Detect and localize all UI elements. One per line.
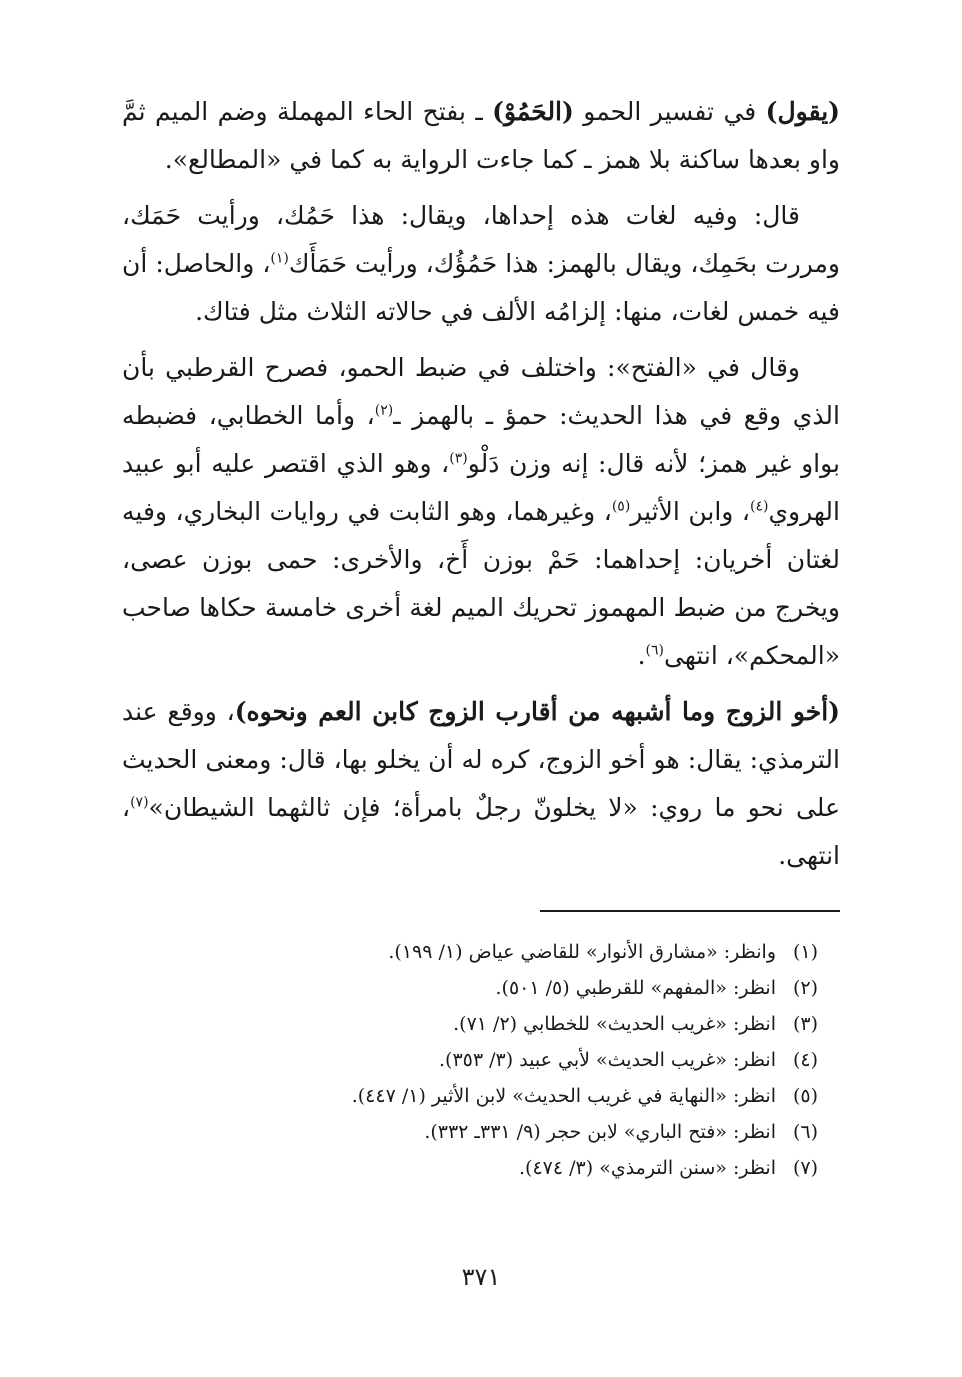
text-run: ، وهو الذي اقتصر عليه أبو عبيد الهروي <box>122 449 840 526</box>
footnote-text: انظر: «فتح الباري» لابن حجر (٩/ ٣٣١ـ ٣٣٢). <box>424 1121 776 1143</box>
text-run: قال: وفيه لغات هذه إحداها، ويقال: هذا حَمُك، ورأيت حَمَك، ومررت بحَمِك، ويقال بالهمز: هذا حَمُؤُك، ورأيت حَمَأَك <box>122 201 840 278</box>
bold-text: (يقول) <box>765 97 841 126</box>
footnote-text: انظر: «المفهم» للقرطبي (٥/ ٥٠١). <box>495 977 776 999</box>
paragraph <box>122 344 840 680</box>
footnote <box>122 1150 818 1186</box>
footnote-ref: (٧) <box>130 794 149 811</box>
text-run: ، وغيرهما، وهو الثابت في روايات البخاري، وفيه لغتان أخريان: إحداهما: حَمْ بوزن أَخ، والأخرى: حمى بوزن عصى، ويخرج من ضبط المهموز تحريك الميم لغة أخرى خامسة حكاها صاحب «المحكم»، انتهى <box>122 497 840 670</box>
text-run: ، والحاصل: أن فيه خمس لغات، منها: إلزامُه الألف في حالاته الثلاث مثل فتاك. <box>122 249 840 326</box>
text-run: ـ بفتح الحاء المهملة وضم الميم ثمَّ واو بعدها ساكنة بلا همز ـ كما جاءت الرواية به كما في «المطالع». <box>122 97 840 174</box>
footnote-number: (٣) <box>792 1013 818 1035</box>
footnote-text: انظر: «غريب الحديث» لأبي عبيد (٣/ ٣٥٣). <box>439 1049 776 1071</box>
footnote-ref: (١) <box>270 250 289 267</box>
footnote-number: (٦) <box>792 1121 818 1143</box>
text-run: ، ووقع عند الترمذي: يقال: هو أخو الزوج، كره له أن يخلو بها، قال: ومعنى الحديث على نحو ما روي: «لا يخلونّ رجلٌ بامرأة؛ فإن ثالثهما الشيطان» <box>122 697 840 822</box>
main-text <box>122 88 840 880</box>
footnote <box>122 970 818 1006</box>
text-run: . <box>637 641 646 670</box>
footnote-number: (٤) <box>792 1049 818 1071</box>
footnote <box>122 934 818 970</box>
text-run: ، وابن الأثير <box>630 497 750 526</box>
footnote-text: انظر: «النهاية في غريب الحديث» لابن الأثير (١/ ٤٤٧). <box>351 1085 776 1107</box>
paragraph <box>122 88 840 184</box>
footnote-ref: (٣) <box>449 450 468 467</box>
footnote-ref: (٤) <box>750 498 769 515</box>
text-run: ، انتهى. <box>122 793 840 870</box>
footnote-ref: (٥) <box>611 498 631 515</box>
footnote <box>122 1006 818 1042</box>
footnote-number: (٥) <box>792 1085 818 1107</box>
text-run: ، وأما الخطابي، فضبطه بواو غير همز؛ لأنه قال: إنه وزن دَلْو <box>122 401 840 478</box>
page-number: ٣٧١ <box>461 1263 501 1291</box>
footnote-text: انظر: «سنن الترمذي» (٣/ ٤٧٤). <box>519 1157 776 1179</box>
text-run: في تفسير الحمو <box>573 97 766 126</box>
footnote <box>122 1042 818 1078</box>
footnote-ref: (٢) <box>374 402 394 419</box>
footnote-number: (٢) <box>792 977 818 999</box>
footnote <box>122 1078 818 1114</box>
bold-text: (الحَمُوْ) <box>492 97 574 126</box>
footnote-text: وانظر: «مشارق الأنوار» للقاضي عياض (١/ ١٩٩). <box>388 941 776 963</box>
footnotes-list <box>122 934 840 1186</box>
paragraph <box>122 192 840 336</box>
footnote-text: انظر: «غريب الحديث» للخطابي (٢/ ٧١). <box>453 1013 776 1035</box>
footnote-number: (١) <box>792 941 818 963</box>
footnote-number: (٧) <box>792 1157 818 1179</box>
footnote-ref: (٦) <box>645 642 664 659</box>
bold-text: (أخو الزوج وما أشبهه من أقارب الزوج كابن العم ونحوه) <box>234 697 840 726</box>
footnote-separator <box>540 910 840 912</box>
text-run: وقال في «الفتح»: واختلف في ضبط الحمو، فصرح القرطبي بأن الذي وقع في هذا الحديث: حمؤ ـ بالهمز ـ <box>122 353 840 430</box>
paragraph <box>122 688 840 880</box>
footnote <box>122 1114 818 1150</box>
